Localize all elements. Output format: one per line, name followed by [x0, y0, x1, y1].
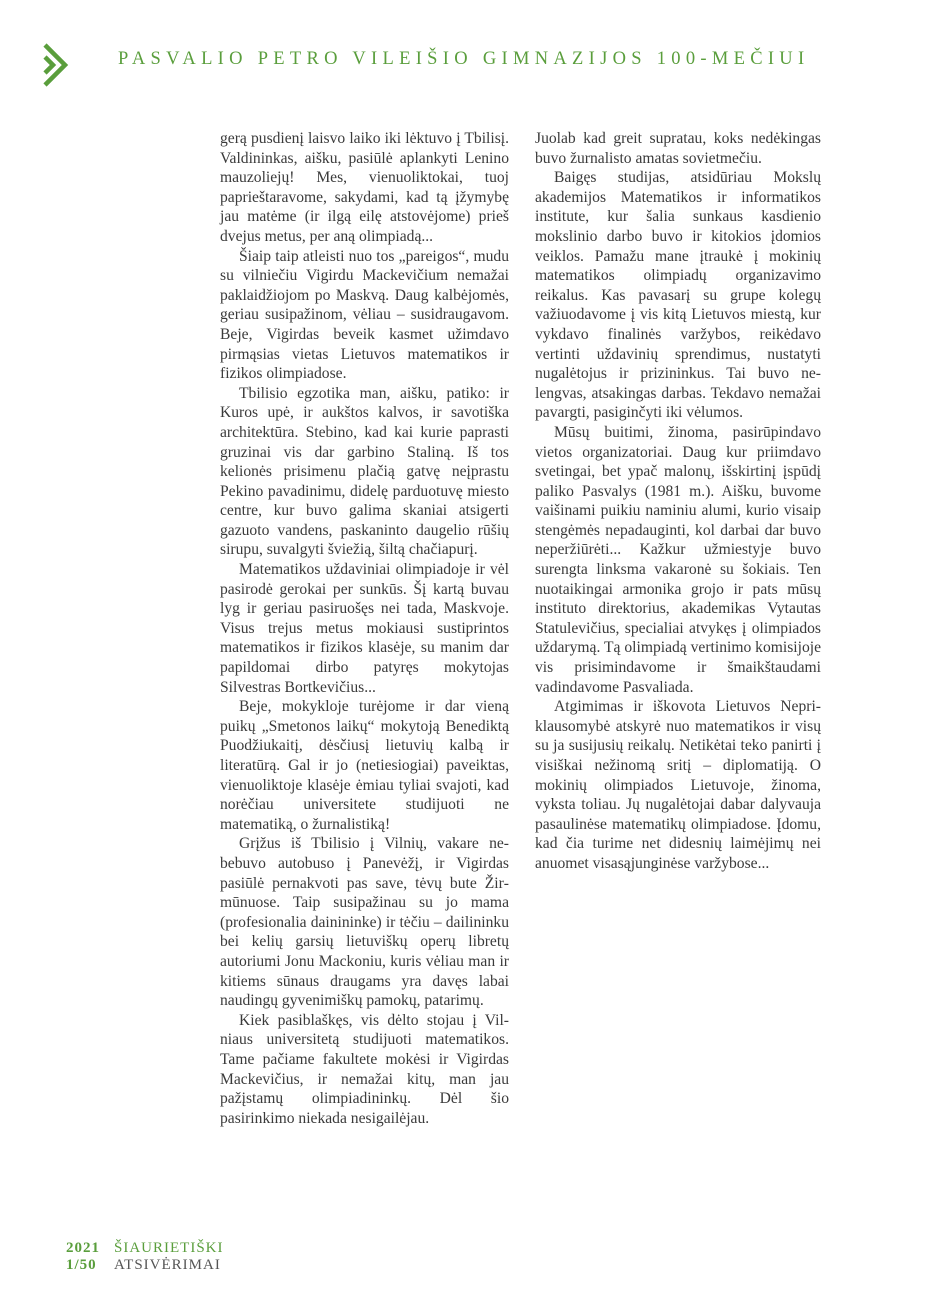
paragraph: Mūsų buitimi, žinoma, pasirūpindavo vietos organizatoriai. Daug kur priimdavo svetingai, bet ypač malonų, išskirtinį įspūdį paliko Pasvalys (1981 m.). Aišku, buvome vaišinami puikiu naminiu alumi, kurio visaip stengėmės nepadauginti, kol darbai dar buvo neperžiūrėti... Kažkur užmiestyje buvo surengta linksma vakaronė su šokiais. Ten nuotaikingai armonika grojo ir pats mūsų instituto direktorius, akademikas Vytautas Statulevičius, specialiai atvykęs į olimpiados uždarymą. Tą olimpiadą vertinimo komisijoje vis prisimindavome ir šmaikštaudami vadindavome Pasvaliada. — [535, 423, 821, 696]
magazine-title-line2: ATSIVĖRIMAI — [114, 1257, 221, 1273]
paragraph: Grįžus iš Tbilisio į Vilnių, vakare nebebuvo autobuso į Panevėžį, ir Vigirdas pasiūlė pernakvoti pas save, tėvų bute Žirmūnuose. Taip susipažinau su jo mama (profesionalia dainininke) ir tėčiu – dailininku bei kelių garsių lietuviškų operų libretų autoriumi Jonu Mackoniu, kuris vėliau man ir kitiems sūnaus draugams yra davęs labai naudingų gyvenimiškų pamokų, patarimų. — [220, 835, 509, 1010]
paragraph: gerą pusdienį laisvo laiko iki lėktuvo į Tbilisį. Valdininkas, aišku, pasiūlė aplankyti Lenino mauzoliejų! Mes, vienuoliktokai, tuoj paprieštaravome, sakydami, kad tą įžymybę jau matėme (ir ilgą eilę atstovėjome) prieš dvejus metus, per aną olimpiadą... — [220, 130, 509, 245]
running-head: PASVALIO PETRO VILEIŠIO GIMNAZIJOS 100-MEČIUI — [118, 49, 810, 69]
magazine-title-line1: ŠIAURIETIŠKI — [114, 1240, 224, 1256]
paragraph: Juolab kad greit supratau, koks nedėkingas buvo žurnalisto amatas sovietmečiu. — [535, 130, 821, 167]
article-column-right — [535, 129, 821, 874]
paragraph: Šiaip taip atleisti nuo tos „pareigos“, mudu su vilniečiu Vigirdu Mackevičium nemažai paklaidžiojom po Maskvą. Daug kalbėjomės, geriau susipažinom, vėliau – susidraugavom. Beje, Vigirdas beveik kasmet užimdavo pirmąsias vietas Lietuvos matematikos ir fizikos olimpiadose. — [220, 247, 509, 383]
double-chevron-right-icon — [41, 43, 69, 87]
article-column-left — [220, 129, 509, 1128]
paragraph: Beje, mokykloje turėjome ir dar vieną puikų „Smetonos laikų“ mokytoją Benediktą Puodžiukaitį, dėsčiusį lietuvių kalbą ir literatūrą. Gal ir jo (netiesiogiai) paveiktas, vienuoliktoje klasėje ėmiau tyliai svajoti, kad norėčiau universitete studijuoti ne matematiką, o žurnalistiką! — [220, 698, 509, 833]
paragraph: Matematikos uždaviniai olimpiadoje ir vėl pasirodė gerokai per sunkūs. Šį kartą buvau lyg ir geriau pasiruošęs nei tada, Maskvoje. Visus trejus metus mokiausi sustiprintos matematikos ir fizikos klasėje, su manim dar papildomai dirbo patyręs mokytojas Silvestras Bortkevičius... — [220, 561, 509, 696]
paragraph: Baigęs studijas, atsidūriau Mokslų akademijos Matematikos ir informatikos institute, kur šalia sunkaus kasdienio mokslinio darbo buvo ir kitokios įdomios veiklos. Pamažu mane įtraukė į mokinių matematikos olimpiadų organizavimo reikalus. Kas pavasarį su grupe kolegų važiuodavome į vis kitą Lietuvos miestą, kur vykdavo finalinės varžybos, reikėdavo vertinti uždavinių sprendimus, nustatyti nugalėtojus ir prizininkus. Tai buvo nelengvas, atsakingas darbas. Tekdavo nemažai pavargti, pasiginčyti iki vėlumos. — [535, 169, 821, 422]
paragraph: Tbilisio egzotika man, aišku, patiko: ir Kuros upė, ir aukštos kalvos, ir savotiška architektūra. Stebino, kad kai kurie paprasti gruzinai vis dar garbino Staliną. Iš tos kelionės prisimenu plačią gatvę neįprastu Pekino pavadinimu, didelę parduotuvę miesto centre, kur buvo galima skaniai atsigerti gazuoto vandens, paskaninto daugelio rūšių sirupu, suvalgyti šviežią, šiltą chačiapurį. — [220, 384, 509, 559]
page-footer — [66, 1240, 224, 1274]
footer-year: 2021 — [66, 1240, 100, 1256]
paragraph: Kiek pasiblaškęs, vis dėlto stojau į Vilniaus universitetą studijuoti matematikos. Tame pačiame fakultete mokėsi ir Vigirdas Mackevičius, ir nemažai kitų, man jau pažįstamų olimpiadininkų. Dėl šio pasirinkimo niekada nesigailėjau. — [220, 1011, 509, 1127]
paragraph: Atgimimas ir iškovota Lietuvos Nepriklausomybė atskyrė nuo matematikos ir visų su ja susijusių reikalų. Netikėtai teko panirti į visiškai nežinomą sritį – diplomatiją. O mokinių olimpiados Lietuvoje, žinoma, vyksta toliau. Jų nugalėtojai dabar dalyvauja pasaulinėse matematikų olimpiadose. Įdomu, kad čia turime net didesnių laimėjimų nei anuomet visasąjunginėse varžybose... — [535, 698, 821, 872]
footer-issue-number: 1/50 — [66, 1257, 97, 1273]
